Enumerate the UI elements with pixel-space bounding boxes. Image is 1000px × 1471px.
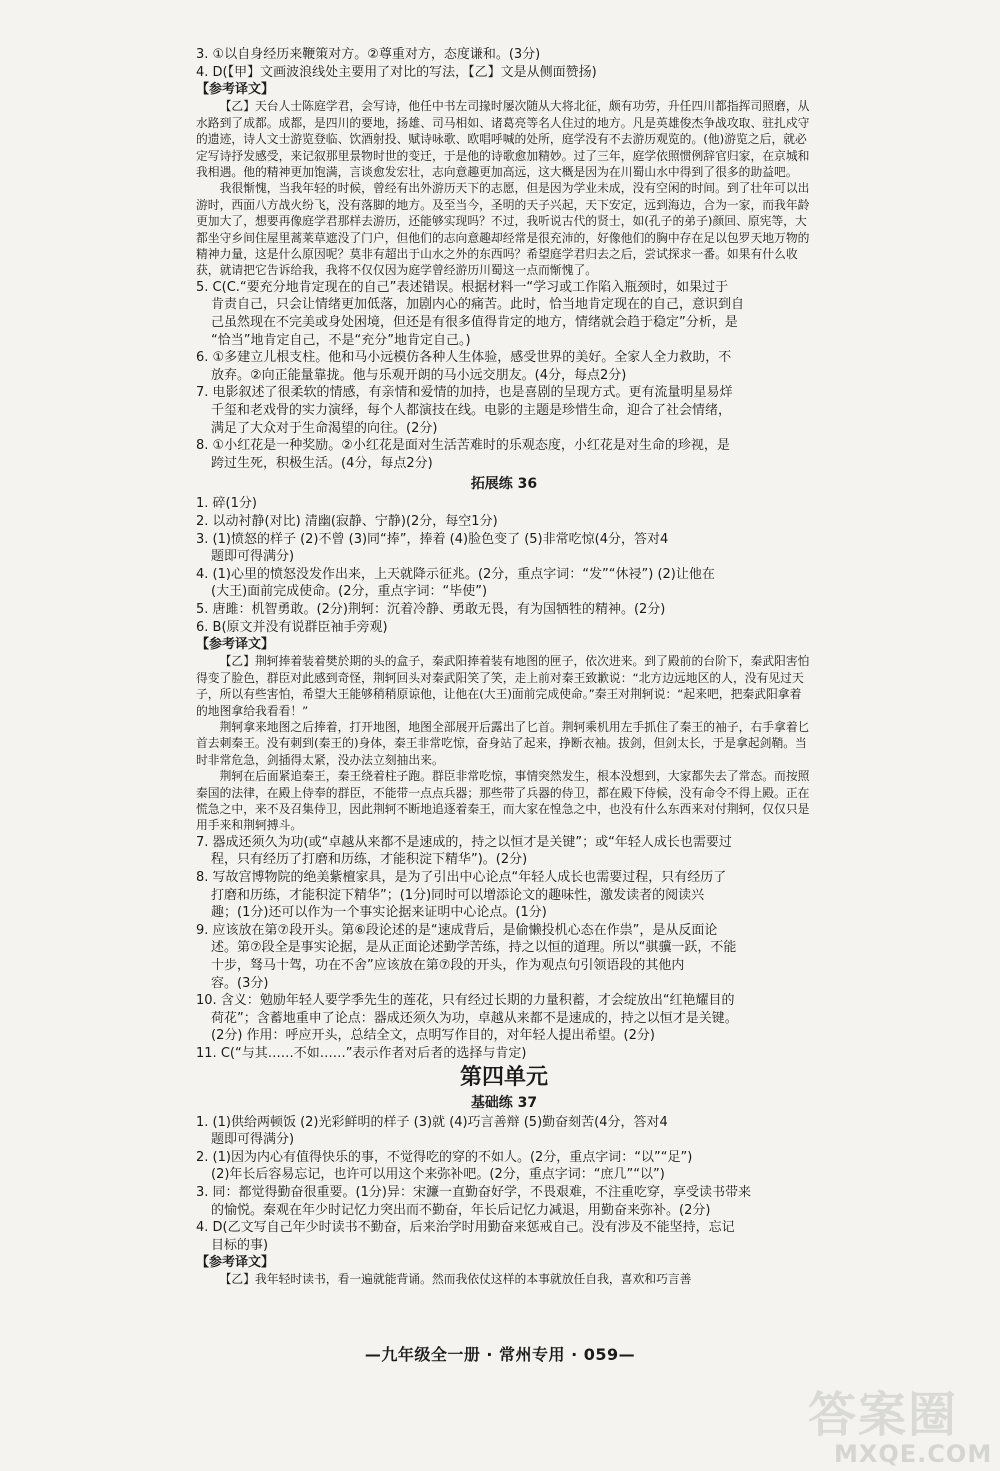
answer-number: 6. <box>196 619 213 635</box>
answer-line <box>196 887 812 905</box>
section-title-36: 拓展练 36 <box>470 476 538 493</box>
section-36-answers-continued <box>196 834 812 1063</box>
answer-text: (2分) 作用：呼应开头，总结全文，点明写作目的，对年轻人提出希望。(2分) <box>211 1028 655 1044</box>
answer-number: 5. <box>196 601 213 617</box>
answer-number: 1. <box>196 496 213 512</box>
answer-line <box>196 349 812 367</box>
answer-line <box>196 1131 812 1149</box>
answer-text: ①小红花是一种奖励。②小红花是面对生活苦难时的乐观态度，小红花是对生命的珍视，是 <box>212 438 730 454</box>
answer-text: 含义：勉励年轻人要学季先生的莲花，只有经过长期的力量积蓄，才会绽放出“红艳耀目的 <box>220 993 735 1009</box>
answer-text: 唐雎：机智勇敢。(2分)荆轲：沉着冷静、勇敢无畏，有为国牺牲的精神。(2分) <box>212 601 666 617</box>
answer-text: 碎(1分) <box>212 496 257 512</box>
reference-translation-2 <box>196 653 812 833</box>
top-answers <box>196 46 812 81</box>
answer-text: 目标的事) <box>211 1237 269 1253</box>
answer-line <box>196 548 812 566</box>
answer-text: ①多建立儿根支柱。他和马小远模仿各种人生体验，感受世界的美好。全家人全力救助，不 <box>212 350 732 366</box>
section-37-answers <box>196 1114 812 1255</box>
watermark-url: MXQE.COM <box>834 1440 993 1468</box>
answer-content <box>196 46 812 1288</box>
answer-line <box>196 869 812 887</box>
answer-text: 千玺和老戏骨的实力演绎，每个人都演技在线。电影的主题是珍惜生命，迎合了社会情绪， <box>211 403 732 419</box>
answer-text: C(C.“要充分地肯定现在的自己”表述错误。根据材料一“学习或工作陷入瓶颈时，如果过于 <box>212 279 729 295</box>
translation-paragraph: 荆轲在后面紧追秦王，秦王绕着柱子跑。群臣非常吃惊，事情突然发生，根本没想到，大家都失去了常态。而按照秦国的法律，在殿上侍奉的群臣，不能带一点点兵器；那些带了兵器的侍卫，都在殿下侍候，没有命令不得上殿。正在慌急之中，来不及召集侍卫，因此荆轲不断地追逐着秦王，而大家在惶急之中，也没有什么东西来对付荆轲，仅仅只是用手来和荆轲搏斗。 <box>196 769 810 833</box>
answer-line <box>196 851 812 869</box>
answer-text: 荷花”；含蓄地重申了论点：器成还须久为功，卓越从来都不是速成的，持之以恒才是关键。 <box>211 1010 738 1026</box>
answer-line <box>196 992 812 1010</box>
translation-paragraph: 【乙】荆轲捧着装着樊於期的头的盒子，秦武阳捧着装有地图的匣子，依次进来。到了殿前的台阶下，秦武阳害怕得变了脸色，群臣对此感到奇怪，荆轲回头对秦武阳笑了笑，走上前对秦王致歉说：“北方边远地区的人，没有见过天子，所以有些害怕，希望大王能够稍稍原谅他，让他在(大王)面前完成使命。”秦王对荆轲说：“起来吧，把秦武阳拿着的地图拿给我看看！” <box>196 654 810 718</box>
answer-line <box>196 1027 812 1045</box>
answer-number: 1. <box>196 1114 213 1130</box>
answer-number: 2. <box>196 1149 213 1165</box>
answer-number: 10. <box>196 993 221 1009</box>
answer-text: 放弃。②向正能量靠拢。他与乐观开朗的马小远交朋友。(4分，每点2分) <box>211 367 627 383</box>
answer-number: 3. <box>196 1184 213 1200</box>
answer-number: 6. <box>196 350 213 366</box>
answer-text: (1)心里的愤怒没发作出来，上天就降示征兆。(2分，重点字词：“发”“休祲”) (2)让他在 <box>212 566 715 582</box>
answer-text: 己虽然现在不完美或身处困境，但还是有很多值得肯定的地方，情绪就会趋于稳定”分析，是 <box>211 315 738 331</box>
reference-translation-header-3: 【参考译文】 <box>196 1255 275 1271</box>
translation-paragraph: 【乙】天台人士陈庭学君，会写诗，他任中书左司掾时屡次随从大将北征，颇有功劳，升任四川都指挥司照磨，从水路到了成都。成都，是四川的要地，扬雄、司马相如、诸葛亮等名人住过的地方。凡是英雄俊杰争战攻取、驻扎戍守的遗迹，诗人文士游览登临、饮酒射投、赋诗咏歌、欧唱呼喊的处所，庭学没有不去游历观览的。(他)游览之后，就必定写诗抒发感受，来记叙那里景物时世的变迁，于是他的诗歌愈加精妙。过了三年，庭学依照惯例辞官归家，在京城和我相遇。他的精神更加饱满，言谈愈发宏壮，志向意趣更加高远，这大概是因为在川蜀山水中得到了很多的助益吧。 <box>196 99 810 180</box>
answer-text: 器成还须久为功(或“卓越从来都不是速成的，持之以恒才是关键”；或“年轻人成长也需要过 <box>212 834 732 850</box>
answer-line <box>196 975 812 993</box>
answer-number: 4. <box>196 1220 213 1236</box>
unit-title: 第四单元 <box>459 1064 548 1090</box>
answer-line <box>196 1010 812 1028</box>
answer-line <box>196 922 812 940</box>
answer-text: 应该放在第⑦段开头。第⑥段论述的是“速成背后，是偷懒投机心态在作祟”，是从反面论 <box>212 922 718 938</box>
answer-number: 7. <box>196 834 213 850</box>
answer-text: “恰当”地肯定自己，不是“充分”地肯定自己。) <box>211 332 471 348</box>
answer-number: 11. <box>196 1045 221 1061</box>
answer-line <box>196 384 812 402</box>
answer-line <box>196 1149 812 1167</box>
answer-line <box>196 420 812 438</box>
answer-text: 题即可得满分) <box>211 1132 295 1148</box>
answer-text: B(原文并没有说群臣袖手旁观) <box>212 619 388 635</box>
answer-line <box>196 1114 812 1132</box>
answer-number: 9. <box>196 922 213 938</box>
section-title-37: 基础练 37 <box>470 1094 538 1111</box>
answer-text: 的愉悦。秦观在年少时记忆力突出而不勤奋，年长后记忆力减退，用勤奋来弥补。(2分) <box>211 1202 711 1218</box>
answer-text: 容。(3分) <box>211 975 269 991</box>
answer-text: 跨过生死，积极生活。(4分，每点2分) <box>211 455 433 471</box>
reference-translation-1 <box>196 98 812 278</box>
answer-line <box>196 957 812 975</box>
answer-text: 同：都觉得勤奋很重要。(1分)异：宋濂一直勤奋好学，不畏艰难，不注重吃穿，享受读书带来 <box>212 1184 751 1200</box>
answer-text: (1)因为内心有值得快乐的事，不觉得吃的穿的不如人。(2分，重点字词：“以”“足”) <box>212 1149 693 1165</box>
answer-line <box>196 531 812 549</box>
answer-text: 程，只有经历了打磨和历练，才能积淀下精华”)。(2分) <box>211 852 528 868</box>
answer-line <box>196 1045 812 1063</box>
answer-text: C(“与其……不如……”表示作者对后者的选择与肯定) <box>220 1045 527 1061</box>
translation-paragraph: 【乙】我年轻时读书，看一遍就能背诵。然而我依仗这样的本事就放任自我，喜欢和巧言善 <box>219 1272 692 1287</box>
answer-text: 十步，驽马十驾，功在不舍”应该放在第⑦段的开头，作为观点句引领语段的其他内 <box>211 957 685 973</box>
answer-text: (1)供给两顿饭 (2)光彩鲜明的样子 (3)就 (4)巧言善辩 (5)勤奋刻苦(4分，答对4 <box>212 1114 668 1130</box>
answer-line <box>196 1202 812 1220</box>
answer-text: (1)愤怒的样子 (2)不曾 (3)同“捧”，捧着 (4)脸色变了 (5)非常吃惊(4分，答对4 <box>212 531 669 547</box>
answer-line <box>196 513 812 531</box>
answer-line <box>196 402 812 420</box>
answer-line <box>196 619 812 637</box>
answer-line <box>196 1237 812 1255</box>
answer-line: 4. D(【甲】文画波浪线处主要用了对比的写法，【乙】文是从侧面赞扬) <box>196 64 597 80</box>
answer-line <box>196 601 812 619</box>
answer-text: 述。第⑦段全是事实论据，是从正面论述勤学苦练，持之以恒的道理。所以“骐骥一跃，不能 <box>211 940 737 956</box>
answer-line <box>196 332 812 350</box>
answer-line <box>196 834 812 852</box>
answer-line <box>196 455 812 473</box>
answer-line: 3. ①以自身经历来鞭策对方。②尊重对方，态度谦和。(3分) <box>196 47 541 62</box>
answer-line <box>196 566 812 584</box>
answer-text: 写故宫博物院的绝美紫檀家具，是为了引出中心论点“年轻人成长也需要过程，只有经历了 <box>212 870 727 885</box>
answer-line <box>196 1166 812 1184</box>
answer-text: 满足了大众对于生命渴望的向往。(2分) <box>211 420 438 436</box>
answer-line <box>196 1184 812 1202</box>
watermark-logo: 答案圈 <box>808 1387 959 1443</box>
section-36-answers <box>196 495 812 636</box>
translation-paragraph: 荆轲拿来地图之后捧着，打开地图，地图全部展开后露出了匕首。荆轲乘机用左手抓住了秦王的袖子，右手拿着匕首去刺秦王。没有刺到(秦王的)身体，秦王非常吃惊，奋身站了起来，挣断衣袖。拔剑，但剑太长，于是拿起剑鞘。当时非常危急，剑插得太紧，没办法立刻抽出来。 <box>196 719 810 767</box>
answer-text: D(乙文写自己年少时读书不勤奋，后来治学时用勤奋来惩戒自己。没有涉及不能坚持，忘记 <box>212 1220 735 1236</box>
answer-line <box>196 437 812 455</box>
page-footer: —九年级全一册 · 常州专用 · 059— <box>364 1345 636 1364</box>
reference-translation-header-1: 【参考译文】 <box>196 82 275 98</box>
answer-text: (2)年长后容易忘记，也许可以用这个来弥补吧。(2分，重点字词：“庶几”“以”) <box>211 1167 665 1183</box>
answer-text: 题即可得满分) <box>211 549 295 565</box>
answer-number: 8. <box>196 870 213 885</box>
answer-number: 7. <box>196 385 213 401</box>
answer-line <box>196 939 812 957</box>
answer-number: 8. <box>196 438 213 454</box>
answer-text: 电影叙述了很柔软的情感，有亲情和爱情的加持，也是喜剧的呈现方式。更有流量明星易烊 <box>212 385 733 401</box>
answer-number: 5. <box>196 279 213 295</box>
answer-number: 2. <box>196 513 213 529</box>
answer-line <box>196 583 812 601</box>
answer-text: 趣；(1分)还可以作为一个事实论据来证明中心论点。(1分) <box>211 905 547 921</box>
answer-text: 肯责自己，只会让情绪更加低落，加剧内心的痛苦。此时，恰当地肯定现在的自己，意识到自 <box>211 297 745 313</box>
reference-translation-header-2: 【参考译文】 <box>196 637 275 653</box>
translation-paragraph: 我很惭愧，当我年轻的时候，曾经有出外游历天下的志愿，但是因为学业未成，没有空闲的时间。到了壮年可以出游时，西面八方战火纷飞，没有落脚的地方。及至当今，圣明的天子兴起，天下安定，远到海边，合为一家，而我年龄更加大了，想要再像庭学君那样去游历，还能够实现吗？不过，我听说古代的贤士，如(孔子的弟子)颜回、原宪等，大都坐守乡间住屋里蒿莱草遮没了门户，但他们的志向意趣却经常是很充沛的，好像他们的胸中存在足以包罗天地万物的精神力量，这是什么原因呢？莫非有超出于山水之外的东西吗？希望庭学君归去之后，尝试探求一番。如果有什么收获，就请把它告诉给我，我将不仅仅因为庭学曾经游历川蜀这一点而惭愧了。 <box>196 181 810 278</box>
answer-line <box>196 314 812 332</box>
mid-answers <box>196 279 812 473</box>
answer-text: 以动衬静(对比) 清幽(寂静、宁静)(2分，每空1分) <box>212 513 498 529</box>
answer-line <box>196 904 812 922</box>
answer-line <box>196 296 812 314</box>
answer-number: 4. <box>196 566 213 582</box>
answer-line <box>196 279 812 297</box>
answer-number: 3. <box>196 531 213 547</box>
answer-text: (大王)面前完成使命。(2分，重点字词：“毕使”) <box>211 584 488 600</box>
answer-line <box>196 495 812 513</box>
answer-line <box>196 1219 812 1237</box>
answer-text: 打磨和历练，才能积淀下精华”；(1分)同时可以增添论文的趣味性，激发读者的阅读兴 <box>211 887 705 903</box>
answer-line <box>196 367 812 385</box>
reference-translation-3 <box>196 1271 812 1287</box>
